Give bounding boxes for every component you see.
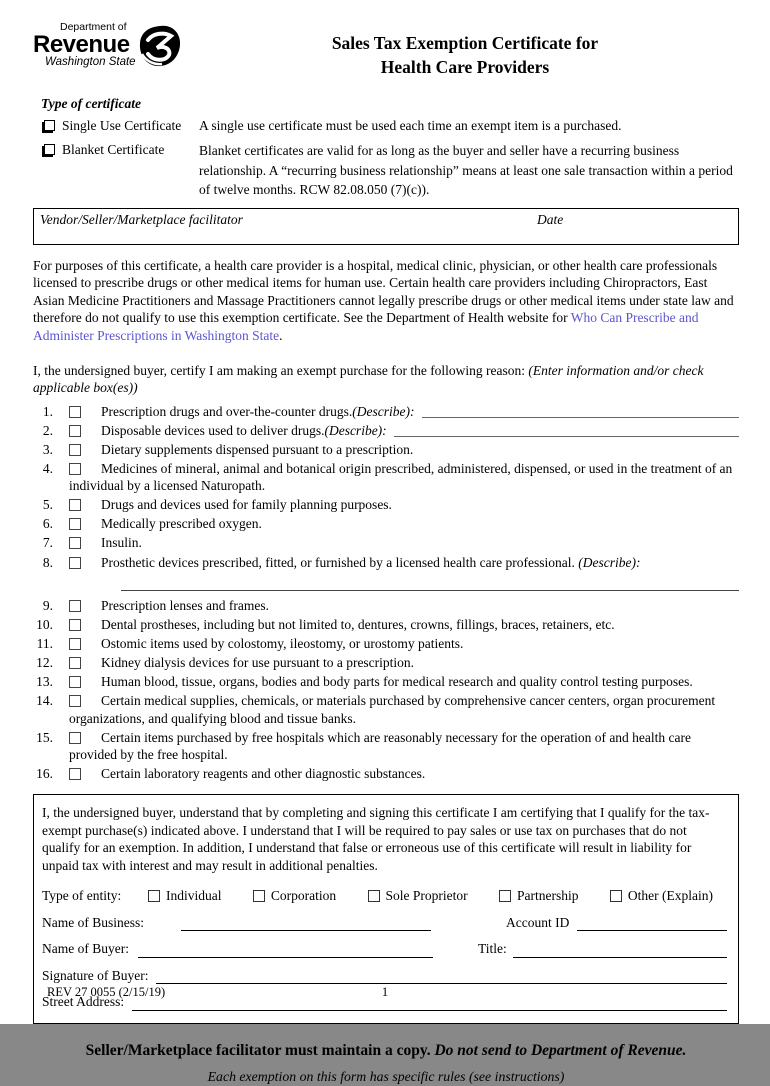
list-item	[33, 729, 739, 764]
item-number: 2.	[42, 422, 53, 438]
item-text: Medicines of mineral, animal and botanical origin prescribed, administered, dispensed, or used in the treatment of an individual by a licensed Naturopath.	[69, 460, 733, 494]
name-of-business-label: Name of Business:	[42, 914, 144, 930]
item-text: Prescription drugs and over-the-counter drugs.	[101, 403, 353, 419]
exemption-list	[33, 403, 739, 783]
form-title-line2: Health Care Providers	[380, 56, 550, 77]
title-label: Title:	[477, 941, 507, 957]
single-use-option	[41, 117, 193, 135]
street-address-label: Street Address:	[42, 994, 125, 1010]
blanket-description: Blanket certificates are valid for as long as the buyer and seller have a recurring business relationship. A “recurring business relationship” means at least one sale transaction within a period of twelve months. RCW 82.08.050 (7)(c)).	[199, 143, 733, 197]
item-text: Dental prostheses, including but not limited to, dentures, crowns, fillings, braces, retainers, etc.	[101, 617, 615, 633]
type-of-certificate-heading: Type of certificate	[41, 96, 141, 112]
intro-paragraph	[33, 257, 739, 345]
item-checkbox[interactable]	[69, 557, 81, 569]
intro-text: For purposes of this certificate, a health care provider is a hospital, medical clinic, physician, or other health care professionals licensed to prescribe drugs or other medical items for human use. Certain health care providers including Chiropractors, East Asian Medicine Practitioners and Massage Practitioners cannot legally prescribe drugs or other medical items under state law and therefore do not qualify to use this exemption certificate. See the Department of Health website for	[33, 257, 734, 326]
vendor-label: Vendor/Seller/Marketplace facilitator	[40, 211, 243, 227]
item-describe-line[interactable]	[394, 436, 739, 437]
type-of-certificate-options	[41, 117, 739, 199]
single-use-description: A single use certificate must be used each time an exempt item is a purchased.	[199, 117, 622, 133]
dor-logo	[33, 22, 191, 73]
list-item	[33, 692, 739, 727]
item-text: Kidney dialysis devices for use pursuant to a prescription.	[101, 655, 415, 671]
item-checkbox[interactable]	[69, 638, 81, 650]
form-title	[191, 22, 739, 79]
dor-swirl-icon	[138, 24, 182, 73]
list-item	[33, 673, 739, 691]
item-number: 15.	[36, 729, 53, 745]
list-item	[33, 441, 739, 459]
item-checkbox[interactable]	[69, 768, 81, 780]
page-number: 1	[381, 984, 389, 999]
item-text: Medically prescribed oxygen.	[101, 516, 262, 532]
item-number: 10.	[36, 617, 53, 633]
entity-option	[368, 887, 468, 905]
item-checkbox[interactable]	[69, 732, 81, 744]
list-item	[33, 515, 739, 533]
item-body	[69, 616, 739, 634]
header	[33, 22, 739, 79]
item-body	[69, 496, 739, 514]
signature-of-buyer-label: Signature of Buyer:	[42, 967, 149, 983]
item-number: 8.	[42, 554, 53, 570]
item-describe-label: (Describe):	[352, 403, 415, 419]
list-item	[33, 635, 739, 653]
item-describe-line[interactable]	[422, 417, 739, 418]
item-number: 1.	[42, 403, 53, 419]
logo-revenue: Revenue	[33, 30, 130, 58]
item-checkbox[interactable]	[69, 406, 81, 418]
item-number: 4.	[42, 460, 53, 476]
item-text: Prosthetic devices prescribed, fitted, or furnished by a licensed health care professional.	[101, 554, 579, 570]
certify-note: (Enter information and/or check applicable box(es))	[33, 362, 704, 396]
item-number: 7.	[42, 535, 53, 551]
list-item	[33, 534, 739, 552]
item-text: Certain items purchased by free hospitals which are reasonably necessary for the operation of and health care provided by the free hospital.	[69, 729, 692, 763]
item-body	[69, 554, 739, 572]
entity-label: Type of entity:	[42, 888, 122, 904]
list-item	[33, 597, 739, 615]
entity-options	[148, 887, 727, 905]
maintain-copy-text: Seller/Marketplace facilitator must maintain a copy.	[85, 1041, 435, 1059]
item-describe-label: (Describe):	[578, 554, 641, 570]
item-body	[69, 534, 739, 552]
do-not-send-text: Do not send to Department of Revenue.	[434, 1041, 687, 1059]
item-text: Ostomic items used by colostomy, ileostomy, or urostomy patients.	[101, 636, 464, 652]
account-id-input[interactable]	[577, 916, 727, 931]
certification-paragraph: I, the undersigned buyer, understand that by completing and signing this certificate I am certifying that I qualify for the tax-exempt purchase(s) indicated above. I understand that I will be required to pay sales or use tax on purchases that do not qualify for an exemption. In addition, I understand that false or erroneous use of this certificate will result in liability for unpaid tax with interest and may result in additional penalties.	[42, 805, 710, 873]
entity-checkbox[interactable]	[499, 890, 511, 902]
footer-meta	[0, 984, 770, 1000]
vendor-date-box	[33, 208, 739, 245]
list-item	[33, 654, 739, 672]
item-body	[69, 692, 739, 727]
single-use-checkbox[interactable]	[44, 120, 55, 131]
list-item	[33, 765, 739, 783]
entity-option-label: Individual	[166, 888, 222, 904]
entity-option	[148, 887, 222, 905]
list-item	[33, 460, 739, 495]
item-body	[69, 403, 739, 421]
entity-checkbox[interactable]	[253, 890, 265, 902]
entity-option	[253, 887, 336, 905]
name-of-business-input[interactable]	[181, 916, 431, 931]
entity-option	[499, 887, 579, 905]
item-body	[69, 729, 739, 764]
item-body	[69, 515, 739, 533]
blanket-label: Blanket Certificate	[62, 142, 165, 158]
item-describe-line-below[interactable]	[121, 590, 739, 591]
entity-checkbox[interactable]	[610, 890, 622, 902]
list-item	[33, 554, 739, 572]
account-id-label: Account ID	[506, 914, 570, 930]
item-checkbox[interactable]	[69, 600, 81, 612]
title-input[interactable]	[513, 943, 727, 958]
rev-number: REV 27 0055 (2/15/19)	[47, 984, 166, 999]
maintain-copy-notice	[33, 1041, 739, 1061]
buyer-row	[42, 940, 727, 958]
blanket-checkbox[interactable]	[44, 144, 55, 155]
item-checkbox[interactable]	[69, 537, 81, 549]
item-checkbox[interactable]	[69, 463, 81, 475]
single-use-label: Single Use Certificate	[62, 117, 182, 133]
entity-option-label: Sole Proprietor	[385, 888, 468, 904]
item-body	[69, 765, 739, 783]
item-text: Certain laboratory reagents and other diagnostic substances.	[101, 766, 426, 782]
item-number: 11.	[36, 636, 53, 652]
item-number: 5.	[42, 497, 53, 513]
item-body	[69, 635, 739, 653]
item-number: 3.	[42, 441, 53, 457]
signature-row	[42, 967, 727, 985]
item-text: Disposable devices used to deliver drugs.	[101, 422, 325, 438]
entity-option-label: Partnership	[517, 888, 579, 904]
list-item	[33, 496, 739, 514]
item-checkbox[interactable]	[69, 676, 81, 688]
dor-logo-text	[33, 22, 136, 68]
entity-checkbox[interactable]	[148, 890, 160, 902]
item-describe-label: (Describe):	[324, 422, 387, 438]
business-row	[42, 914, 727, 932]
name-of-buyer-label: Name of Buyer:	[42, 941, 129, 957]
item-body	[69, 441, 739, 459]
date-label: Date	[537, 211, 564, 227]
item-checkbox[interactable]	[69, 518, 81, 530]
item-number: 13.	[36, 674, 53, 690]
item-body	[69, 422, 739, 440]
item-text: Certain medical supplies, chemicals, or materials purchased by comprehensive cancer centers, organ procurement organizations, and qualifying blood and tissue banks.	[69, 693, 716, 726]
item-text: Drugs and devices used for family planning purposes.	[101, 497, 392, 513]
logo-washington-state: Washington State	[45, 55, 136, 68]
certify-text: I, the undersigned buyer, certify I am making an exempt purchase for the following reason:	[33, 362, 529, 378]
item-number: 14.	[36, 693, 53, 709]
name-of-buyer-input[interactable]	[138, 943, 433, 958]
intro-text-after: .	[279, 328, 283, 343]
date-field[interactable]	[537, 211, 732, 242]
blanket-option	[41, 141, 193, 198]
item-body	[69, 654, 739, 672]
item-checkbox[interactable]	[69, 695, 81, 707]
form-title-line1: Sales Tax Exemption Certificate for	[331, 33, 599, 53]
item-checkbox[interactable]	[69, 499, 81, 511]
entity-row	[42, 887, 727, 905]
list-item	[33, 616, 739, 634]
logo-department-of: Department of	[60, 21, 127, 33]
entity-option-label: Other (Explain)	[627, 888, 713, 904]
item-body	[69, 597, 739, 615]
item-text: Human blood, tissue, organs, bodies and body parts for medical research and quality control testing purposes.	[101, 674, 693, 690]
item-number: 12.	[36, 655, 53, 671]
item-checkbox[interactable]	[69, 425, 81, 437]
certify-statement	[33, 362, 739, 397]
vendor-field[interactable]	[40, 211, 537, 242]
list-item	[33, 403, 739, 421]
signature-of-buyer-input[interactable]	[156, 969, 727, 984]
item-body	[69, 673, 739, 691]
entity-option	[610, 887, 713, 905]
type-of-certificate-section	[41, 95, 739, 199]
item-checkbox[interactable]	[69, 619, 81, 631]
item-number: 6.	[42, 516, 53, 532]
item-checkbox[interactable]	[69, 444, 81, 456]
item-body	[69, 460, 739, 495]
item-text: Insulin.	[101, 535, 142, 551]
entity-checkbox[interactable]	[368, 890, 380, 902]
list-item	[33, 422, 739, 440]
entity-option-label: Corporation	[270, 888, 337, 904]
rules-note: Each exemption on this form has specific rules (see instructions)	[207, 1069, 565, 1085]
item-checkbox[interactable]	[69, 657, 81, 669]
item-number: 16.	[36, 766, 53, 782]
item-number: 9.	[42, 598, 53, 614]
doh-link[interactable]: Who Can Prescribe and Administer Prescriptions in Washington State	[33, 310, 699, 343]
item-text: Prescription lenses and frames.	[101, 598, 269, 614]
item-text: Dietary supplements dispensed pursuant to a prescription.	[101, 441, 414, 457]
